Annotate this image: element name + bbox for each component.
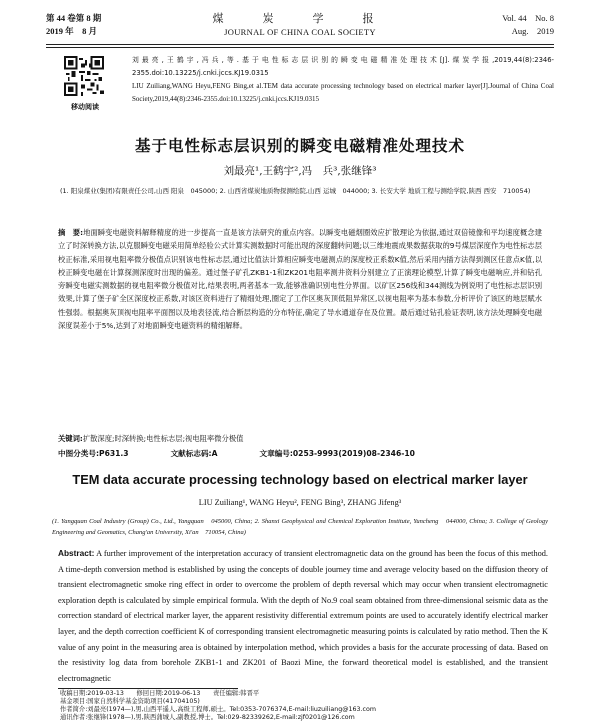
article-number: 文章编号:0253-9993(2019)08-2346-10 xyxy=(259,449,415,458)
english-affiliations: (1. Yangquan Coal Industry (Group) Co., Ltd., Yangquan 045000, China; 2. Shanxi Geophysical and Chemical Exploration Institute, Yuncheng 044000, China; 3. College of Geology Engineering and Geomatics, Chang'an University, Xi'an 710054, China) xyxy=(52,518,548,536)
header-date-cn: 2019 年 8 月 xyxy=(46,26,98,36)
header-right xyxy=(502,12,554,38)
footnote-fund: 基金项目:国家自然科学基金资助项目(41704105) xyxy=(60,698,200,705)
footnote-author1: 作者简介:刘最亮(1974—),男,山西平遥人,高级工程师,硕士。Tel:0353-7076374,E-mail:liuzuiliang@163.com xyxy=(60,706,376,713)
keywords-cn xyxy=(58,432,542,445)
header-rule xyxy=(46,44,554,48)
header-volume-cn: 第 44 卷第 8 期 xyxy=(46,13,102,23)
classification-line xyxy=(58,447,542,460)
author-list: 刘最亮¹,王鹤宇²,冯 兵³,张继锋³ xyxy=(223,165,377,177)
english-title: TEM data accurate processing technology based on electrical marker layer xyxy=(72,472,528,487)
footnote xyxy=(60,690,548,722)
footnote-author2: 通讯作者:张继锋(1978—),男,陕西蒲城人,副教授,博士。Tel:029-82339262,E-mail:zjf0201@126.com xyxy=(60,714,355,721)
journal-name-en: JOURNAL OF CHINA COAL SOCIETY xyxy=(224,27,376,37)
header-center xyxy=(46,12,554,39)
header-volume-en: Vol. 44 No. 8 xyxy=(502,13,554,23)
header-date-en: Aug. 2019 xyxy=(511,26,554,36)
running-header xyxy=(46,12,554,46)
qr-code-icon[interactable] xyxy=(64,56,104,96)
keywords-text: 扩散深度;时深转换;电性标志层;视电阻率微分极值 xyxy=(82,434,244,443)
keywords-label: 关键词: xyxy=(58,434,83,443)
abstract-label: 摘 要: xyxy=(58,228,84,237)
english-author-list: LIU Zuiliang¹, WANG Heyu², FENG Bing³, ZHANG Jifeng³ xyxy=(198,498,402,507)
qr-caption: 移动阅读 xyxy=(71,103,99,111)
citation-cn: 刘最亮,王鹤宇,冯兵,等.基于电性标志层识别的瞬变电磁精准处理技术[J].煤炭学报,2019,44(8):2346-2355.doi:10.13225/j.cnki.jccs.KJ19.0315 xyxy=(132,56,554,77)
english-abstract-label: Abstract: xyxy=(58,548,95,558)
citation-block xyxy=(46,52,554,147)
abstract-text: 地面瞬变电磁资料解释精度的进一步提高一直是该方法研究的重点内容。以瞬变电磁烟圈效应扩散理论为依据,通过双倍镜像和平均速度概念建立了时深转换方法,以克服瞬变电磁采用简单经验公式计算实测数据时可能出现的深度翻转问题;以三维地震成果数据获取的9号煤层深度作为电性标志层校正标准,采用视电阻率微分极值点识别该电性标志层,通过比值法计算相应瞬变电磁测点的深度校正系数K值,然后采用内插方法得到测区任意点K值,以校正瞬变电磁在计算探测深度时出现的偏差。通过堡子矿孔ZKB1-1和ZK201电阻率测井资料分别建立了正演理论模型,计算了瞬变电磁响应,并和钻孔旁瞬变电磁实测数据的视电阻率微分极值对比,结果表明,两者基本一致,能够准确识别电性分界面。以矿区256线和344测线为例说明了电性标志层识别效果,计算了堡子矿全区深度校正系数,对该区资料进行了精细处理,圈定了工作区奥灰顶低阻异常区,以视电阻率为基本参数,分析评价了该区的地层赋水性强弱。根据奥灰顶视电阻率平面图以及地表径流,结合断层构造的分布特征,确定了导水通道存在及位置。最后通过钻孔验证表明,该方法处理瞬变电磁深度误差小于5%,达到了对地面瞬变电磁资料的精细解释。 xyxy=(58,228,542,331)
journal-name-cn: 煤 炭 学 报 xyxy=(212,12,388,25)
affiliations: (1. 阳泉煤业(集团)有限责任公司,山西 阳泉 045000; 2. 山西省煤炭地质物探测绘院,山西 运城 044000; 3. 长安大学 地质工程与测绘学院,陕西 西安 710054) xyxy=(60,187,531,195)
footnote-received: 收稿日期:2019-03-13 修回日期:2019-06-13 责任编辑:韩晋平 xyxy=(60,690,260,697)
abstract-en xyxy=(58,546,548,686)
english-abstract-text: A further improvement of the interpretation accuracy of transient electromagnetic data on the ground has been the focus of this method. A time-depth conversion method is established by using the concepts of double journey time and average velocity based on the diffusion theory of transient electromagnetic smoke ring effect in order to overcome the problem of depth reversal which may occur when transient electromagnetic exploration depth is calculated by simple empirical formula. With the depth of No.9 coal seam obtained from three-dimensional seismic data as the correction standard of electrical marker layer, the apparent resistivity differential extremum points are used to accurately identify electrical marker layer, and the depth correction coefficient K of corresponding transient electromagnetic measuring points is calculated by ratio method. Then the K value of any point in the measuring area is obtained by interpolation method, which provides a basis for the accurate processing of data. Based on the resistivity log data from borehole ZKB1-1 and ZK201 of Baozi Mine, the forward theoretical model is established, and the transient electromagnetic xyxy=(58,549,548,683)
citation-en: LIU Zuiliang,WANG Heyu,FENG Bing,et al.TEM data accurate processing technology based on electrical marker layer[J].Journal of China Coal Society,2019,44(8):2346-2355.doi:10.13225/j.cnki.jccs.KJ19.0315 xyxy=(132,82,554,103)
abstract-cn xyxy=(58,226,542,332)
clc-number: 中图分类号:P631.3 xyxy=(58,449,129,458)
citation-text xyxy=(132,54,554,106)
document-code: 文献标志码:A xyxy=(170,449,218,458)
footnote-rule xyxy=(58,688,238,689)
paper-title: 基于电性标志层识别的瞬变电磁精准处理技术 xyxy=(134,137,465,155)
